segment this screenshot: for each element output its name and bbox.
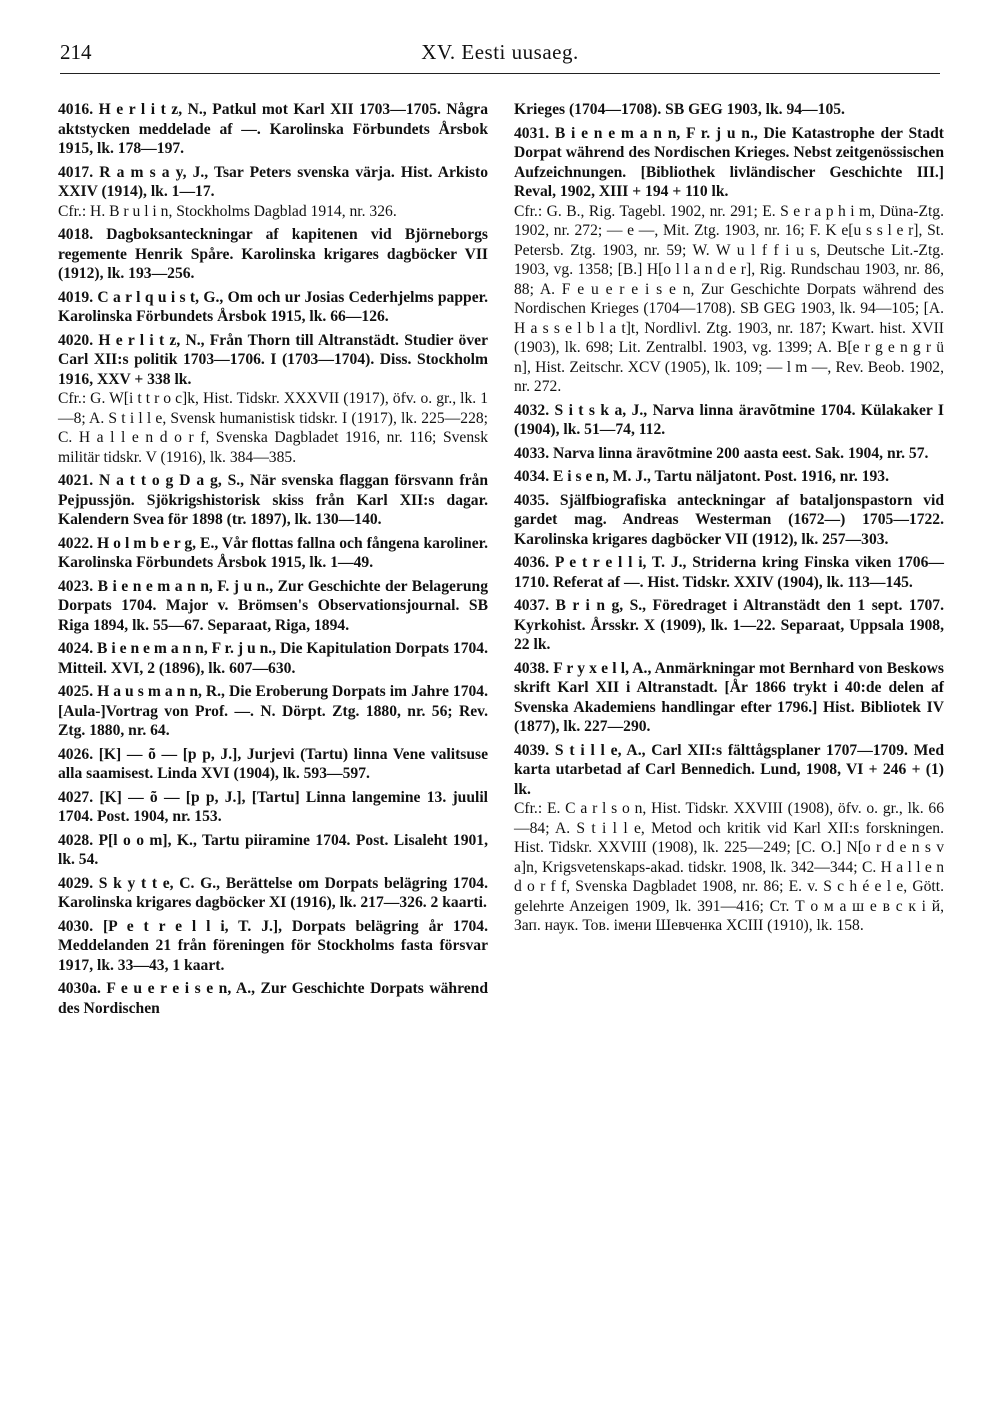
entry-text: 4026. [K] — õ — [p p, J.], Jurjevi (Tartu) linna Vene valitsuse alla saamisest. Linda XVI (1904), lk. 593—597. [58,745,488,782]
entry-4017 [58,163,488,222]
entry-cfr: Cfr.: H. B r u l i n, Stockholms Dagblad 1914, nr. 326. [58,202,397,220]
entry-text: 4024. B i e n e m a n n, F r. j u n., Die Kapitulation Dorpats 1704. Mitteil. XVI, 2 (1896), lk. 607—630. [58,640,488,677]
entry-4034 [514,467,944,487]
entry-4036 [514,553,944,592]
entry-text: 4017. R a m s a y, J., Tsar Peters svenska värja. Hist. Arkisto XXIV (1914), lk. 1—17. [58,163,488,200]
entry-4024 [58,639,488,678]
entry-text: Krieges (1704—1708). SB GEG 1903, lk. 94—105. [514,101,845,118]
entry-4023 [58,577,488,636]
entry-4021 [58,471,488,530]
entry-4027 [58,788,488,827]
entry-4029 [58,874,488,913]
entry-text: 4021. N a t t o g D a g, S., När svenska flaggan försvann från Pejpussjön. Sjökrigshistorisk skiss från Karl XII:s dagar. Kalendern Svea för 1898 (tr. 1897), lk. 130—140. [58,472,488,528]
entry-text: 4031. B i e n e m a n n, F r. j u n., Die Katastrophe der Stadt Dorpat während des Nordischen Krieges. Nebst zeitgenössischen Aufzeichnungen. [Bibliothek livländischer Geschichte III.] Reval, 1902, XIII + 194 + 110 lk. [514,124,944,200]
entry-text: 4022. H o l m b e r g, E., Vår flottas fallna och fångena karoliner. Karolinska Förbundets Årsbok 1915, lk. 1—49. [58,534,488,571]
entry-text: 4036. P e t r e l l i, T. J., Striderna kring Finska viken 1706—1710. Referat af —. Hist. Tidskr. XXIV (1904), lk. 113—145. [514,554,944,591]
entry-4022 [58,534,488,573]
entry-cfr: Cfr.: E. C a r l s o n, Hist. Tidskr. XXVIII (1908), öfv. o. gr., lk. 66—84; A. S t i l l e, Metod och kritik vid Karl XII:s forskningen. Hist. Tidskr. XXVIII (1908), lk. 225—249; [C. O.] N[o r d e n s v a]n, Krigsvetenskaps-akad. tidskr. 1908, lk. 342—344; C. H a l l e n d o r f f, Svenska Dagbladet 1908, nr. 86; E. v. S c h é e l e, Gött. gelehrte Anzeigen 1909, lk. 391—416; Ст. Т о м а ш е в с к і й, Зап. наук. Тов. імени Шевченка XCIII (1910), lk. 158. [514,800,944,934]
entry-text: 4030. [P e t r e l l i, T. J.], Dorpats belägring år 1704. Meddelanden 21 från föreningen för Stockholms fasta försvar 1917, lk. 33—43, 1 kaart. [58,917,488,974]
entry-text: 4033. Narva linna äravõtmine 200 aasta eest. Sak. 1904, nr. 57. [514,444,929,462]
entry-text: 4027. [K] — õ — [p p, J.], [Tartu] Linna langemine 13. juulil 1704. Post. 1904, nr. 153. [58,788,488,825]
entry-4018 [58,225,488,284]
entry-text: 4030a. F e u e r e i s e n, A., Zur Geschichte Dorpats während des Nordischen [58,980,488,1017]
entry-4035 [514,491,944,550]
entry-4038 [514,659,944,737]
entry-text: 4018. Dagboksanteckningar af kapitenen vid Björneborgs regemente Henrik Spåre. Karolinska krigares dagböcker VII (1912), lk. 193—256. [58,226,488,282]
entry-4039 [514,741,944,936]
entry-text: 4034. E i s e n, M. J., Tartu näljatont. Post. 1916, nr. 193. [514,468,890,485]
right-column [514,100,944,940]
entry-4016 [58,100,488,159]
page-header [60,40,940,80]
entry-4025 [58,682,488,741]
entry-4033 [514,444,944,464]
running-title: XV. Eesti uusaeg. [421,40,579,64]
left-column [58,100,488,1022]
entry-text: 4016. H e r l i t z, N., Patkul mot Karl XII 1703—1705. Några aktstycken meddelade af —. Karolinska Förbundets Årsbok 1915, lk. 178—197. [58,101,488,157]
entry-4037 [514,596,944,655]
entry-4031 [514,124,944,397]
entry-text: 4037. B r i n g, S., Föredraget i Altranstädt den 1 sept. 1707. Kyrkohist. Årsskr. X (1909), lk. 1—22. Separaat, Uppsala 1908, 22 lk. [514,597,944,653]
entry-text: 4038. F r y x e l l, A., Anmärkningar mot Bernhard von Beskows skrift Karl XII i Altranstadt. [År 1866 trykt i 40:de delen af Svenska Akademiens handlingar efter 1796.] Hist. Bibliotek IV (1877), lk. 227—290. [514,659,944,735]
entry-text: 4019. C a r l q u i s t, G., Om och ur Josias Cederhjelms papper. Karolinska Förbundets Årsbok 1915, lk. 66—126. [58,288,488,325]
entry-text: 4035. Själfbiografiska anteckningar af bataljonspastorn vid gardet mag. Andreas Westerman (1672—) 1705—1722. Karolinska krigares dagböcker VII (1912), lk. 257—303. [514,491,944,548]
page-number: 214 [60,40,92,64]
entry-4026 [58,745,488,784]
entry-4030a-continued [514,100,944,120]
entry-text: 4039. S t i l l e, A., Carl XII:s fälttågsplaner 1707—1709. Med karta utarbetad af Carl Bennedich. Lund, 1908, VI + 246 + (1) lk. [514,741,944,798]
entry-4020 [58,331,488,468]
entry-cfr: Cfr.: G. W[i t t r o c]k, Hist. Tidskr. XXXVII (1917), öfv. o. gr., lk. 1—8; A. S t i l l e, Svensk humanistisk tidskr. I (1917), lk. 225—228; C. H a l l e n d o r f, Svenska Dagbladet 1916, nr. 116; Svensk militär tidskr. V (1916), lk. 384—385. [58,390,488,466]
entry-4032 [514,401,944,440]
entry-4028 [58,831,488,870]
entry-text: 4032. S i t s k a, J., Narva linna äravõtmine 1704. Külakaker I (1904), lk. 51—74, 112. [514,401,944,438]
entry-text: 4029. S k y t t e, C. G., Berättelse om Dorpats belägring 1704. Karolinska krigares dagböcker XI (1916), lk. 217—326. 2 kaarti. [58,874,488,911]
entry-4019 [58,288,488,327]
header-rule [60,73,940,74]
entry-text: 4023. B i e n e m a n n, F. j u n., Zur Geschichte der Belagerung Dorpats 1704. Major v. Brömsen's Observationsjournal. SB Riga 1894, lk. 55—67. Separaat, Riga, 1894. [58,577,488,634]
entry-text: 4020. H e r l i t z, N., Från Thorn till Altranstädt. Studier över Carl XII:s politik 1703—1706. I (1703—1704). Diss. Stockholm 1916, XXV + 338 lk. [58,331,488,388]
entry-cfr: Cfr.: G. B., Rig. Tagebl. 1902, nr. 291; E. S e r a p h i m, Düna-Ztg. 1902, nr. 272; — e —, Mit. Ztg. 1903, nr. 16; F. K e[u s s l e r], St. Petersb. Ztg. 1903, nr. 59; W. W u l f f i u s, Deutsche Lit.-Ztg. 1903, vg. 1358; [B.] H[o l l a n d e r], Rig. Rundschau 1903, nr. 86, 88; A. F e u e r e i s e n, Zur Geschichte Dorpats während des Nordischen Krieges (1704—1708). SB GEG 1903, lk. 94—105; [A. H a s s e l b l a t]t, Nordlivl. Ztg. 1903, nr. 187; Kwart. hist. XVII (1903), lk. 698; Lit. Zentralbl. 1903, vg. 1399; A. B[e r g e n g r ü n], Hist. Zeitschr. XCV (1905), lk. 109; — l m —, Rev. Beob. 1902, nr. 272. [514,202,944,395]
entry-text: 4025. H a u s m a n n, R., Die Eroberung Dorpats im Jahre 1704. [Aula-]Vortrag von Prof. —. N. Dörpt. Ztg. 1880, nr. 56; Rev. Ztg. 1880, nr. 64. [58,683,488,739]
entry-4030a [58,979,488,1018]
entry-4030 [58,917,488,976]
entry-text: 4028. P[l o o m], K., Tartu piiramine 1704. Post. Lisaleht 1901, lk. 54. [58,831,488,868]
